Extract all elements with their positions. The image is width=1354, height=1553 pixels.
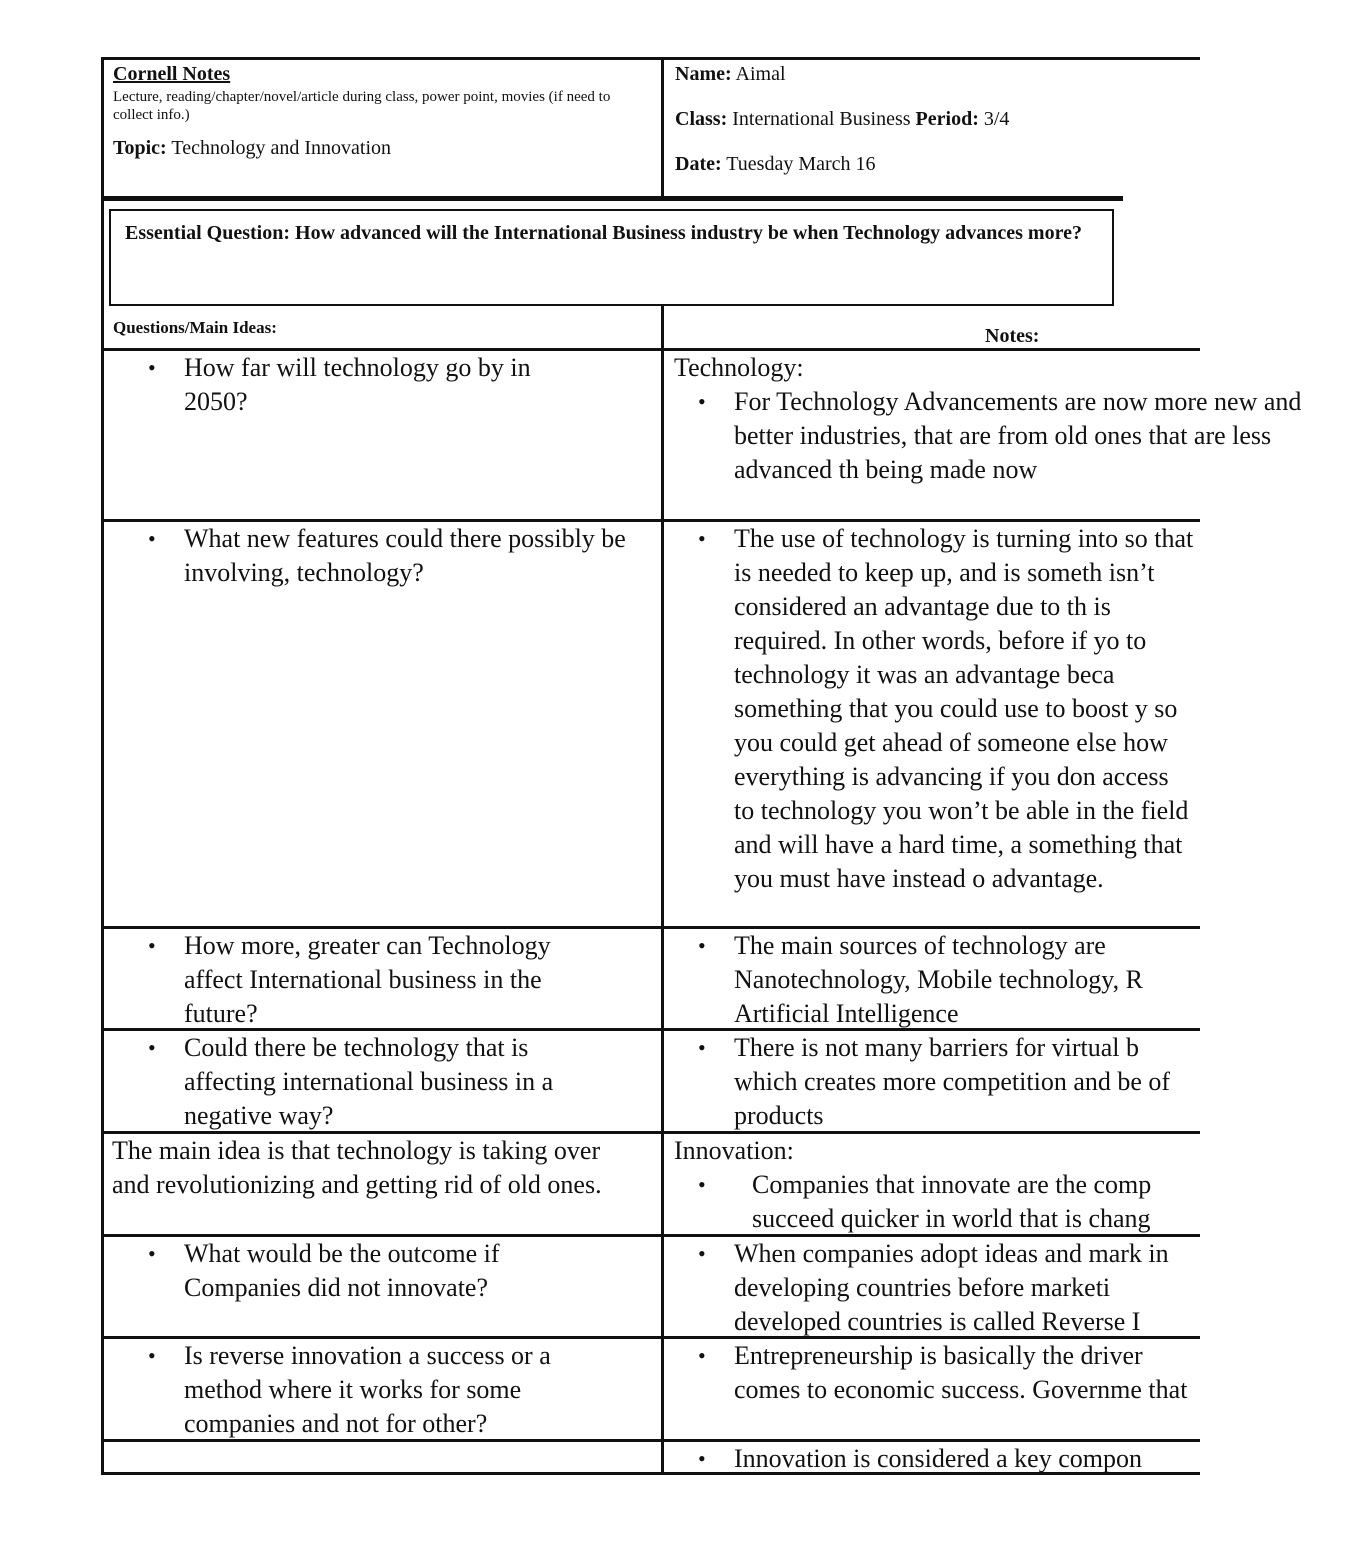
table-row [104, 1031, 661, 1131]
note-8: • Innovation is considered a key compon [664, 1442, 1200, 1476]
question-1: • How far will technology go by in 2050? [104, 351, 661, 419]
table-row-notes [664, 929, 1200, 1028]
table-row [104, 351, 661, 519]
header-right-cell [675, 62, 1195, 176]
note-5: • Companies that innovate are the comp succeed quicker in world that is chang [664, 1168, 1212, 1236]
topic-value: Technology and Innovation [171, 137, 392, 159]
question-4: • Could there be technology that is affecting international business in a negative way? [104, 1031, 661, 1133]
note-6: • When companies adopt ideas and mark in developing countries before marketi developed countries is called Reverse I [664, 1237, 1204, 1339]
table-row-notes [664, 1031, 1200, 1131]
date-line [675, 152, 1195, 176]
note-3: • The main sources of technology are Nanotechnology, Mobile technology, R Artificial Intelligence [664, 929, 1204, 1031]
header-divider [661, 57, 664, 199]
page-title: Cornell Notes [113, 63, 231, 85]
questions-header: Questions/Main Ideas: [113, 318, 277, 337]
name-label: Name: [675, 63, 732, 85]
table-row [104, 1339, 661, 1439]
table-row-notes [664, 1134, 1200, 1234]
note-7: • Entrepreneurship is basically the driver comes to economic success. Governme that [664, 1339, 1214, 1407]
question-3: • How more, greater can Technology affect International business in the future? [104, 929, 661, 1031]
table-row-notes [664, 1442, 1200, 1472]
essential-question: Essential Question: How advanced will the International Business industry be when Technology advances more? [125, 222, 1082, 244]
date-label: Date: [675, 153, 722, 175]
topic-label: Topic: [113, 137, 167, 159]
note-4: • There is not many barriers for virtual b which creates more competition and be of products [664, 1031, 1204, 1133]
table-row [104, 1237, 661, 1336]
name-value: Aimal [735, 63, 786, 85]
table-row [104, 929, 661, 1028]
topic-line [113, 136, 653, 160]
table-row-notes [664, 351, 1302, 519]
notes-heading-technology: Technology: [674, 353, 804, 382]
table-row [104, 522, 661, 926]
name-line [675, 62, 1195, 86]
essential-question-box [109, 209, 1114, 306]
note-2: • The use of technology is turning into so that is needed to keep up, and is someth isn’t considered an advantage due to th is required. In other words, before if yo to technology it was an advantage beca something that you could use to boost y so you could get ahead of someone else how everything is advancing if you don access to technology you won’t be able in the field and will have a hard time, a something that you must have instead o advantage. [664, 522, 1194, 896]
period-value: 3/4 [983, 108, 1010, 130]
note-1: • For Technology Advancements are now more new and better industries, that are from old ones that are less advanced th being made now [664, 385, 1354, 487]
page-subtitle: Lecture, reading/chapter/novel/article during class, power point, movies (if need to collect info.) [113, 89, 611, 123]
table-row [104, 1442, 661, 1472]
table-row-notes [664, 522, 1200, 926]
question-2: • What new features could there possibly be involving, technology? [104, 522, 661, 590]
notes-header: Notes: [985, 325, 1040, 347]
header-left-cell [113, 62, 653, 160]
eq-top-border [101, 198, 1123, 201]
table-row-notes [664, 1339, 1200, 1439]
question-6: • What would be the outcome if Companies did not innovate? [104, 1237, 661, 1305]
class-line [675, 107, 1195, 131]
eq-outer-left-border [101, 198, 104, 348]
class-label: Class: [675, 108, 728, 130]
header-left-border [101, 57, 104, 199]
main-idea: The main idea is that technology is taking over and revolutionizing and getting rid of old ones. [112, 1136, 602, 1199]
date-value: Tuesday March 16 [726, 153, 876, 175]
header-top-border [101, 57, 1200, 60]
period-label: Period: [915, 108, 979, 130]
table-row-notes [664, 1237, 1200, 1336]
class-value: International Business [732, 108, 911, 130]
question-7: • Is reverse innovation a success or a method where it works for some companies and not for other? [104, 1339, 661, 1441]
table-row [104, 1134, 661, 1234]
notes-heading-innovation: Innovation: [674, 1136, 794, 1165]
